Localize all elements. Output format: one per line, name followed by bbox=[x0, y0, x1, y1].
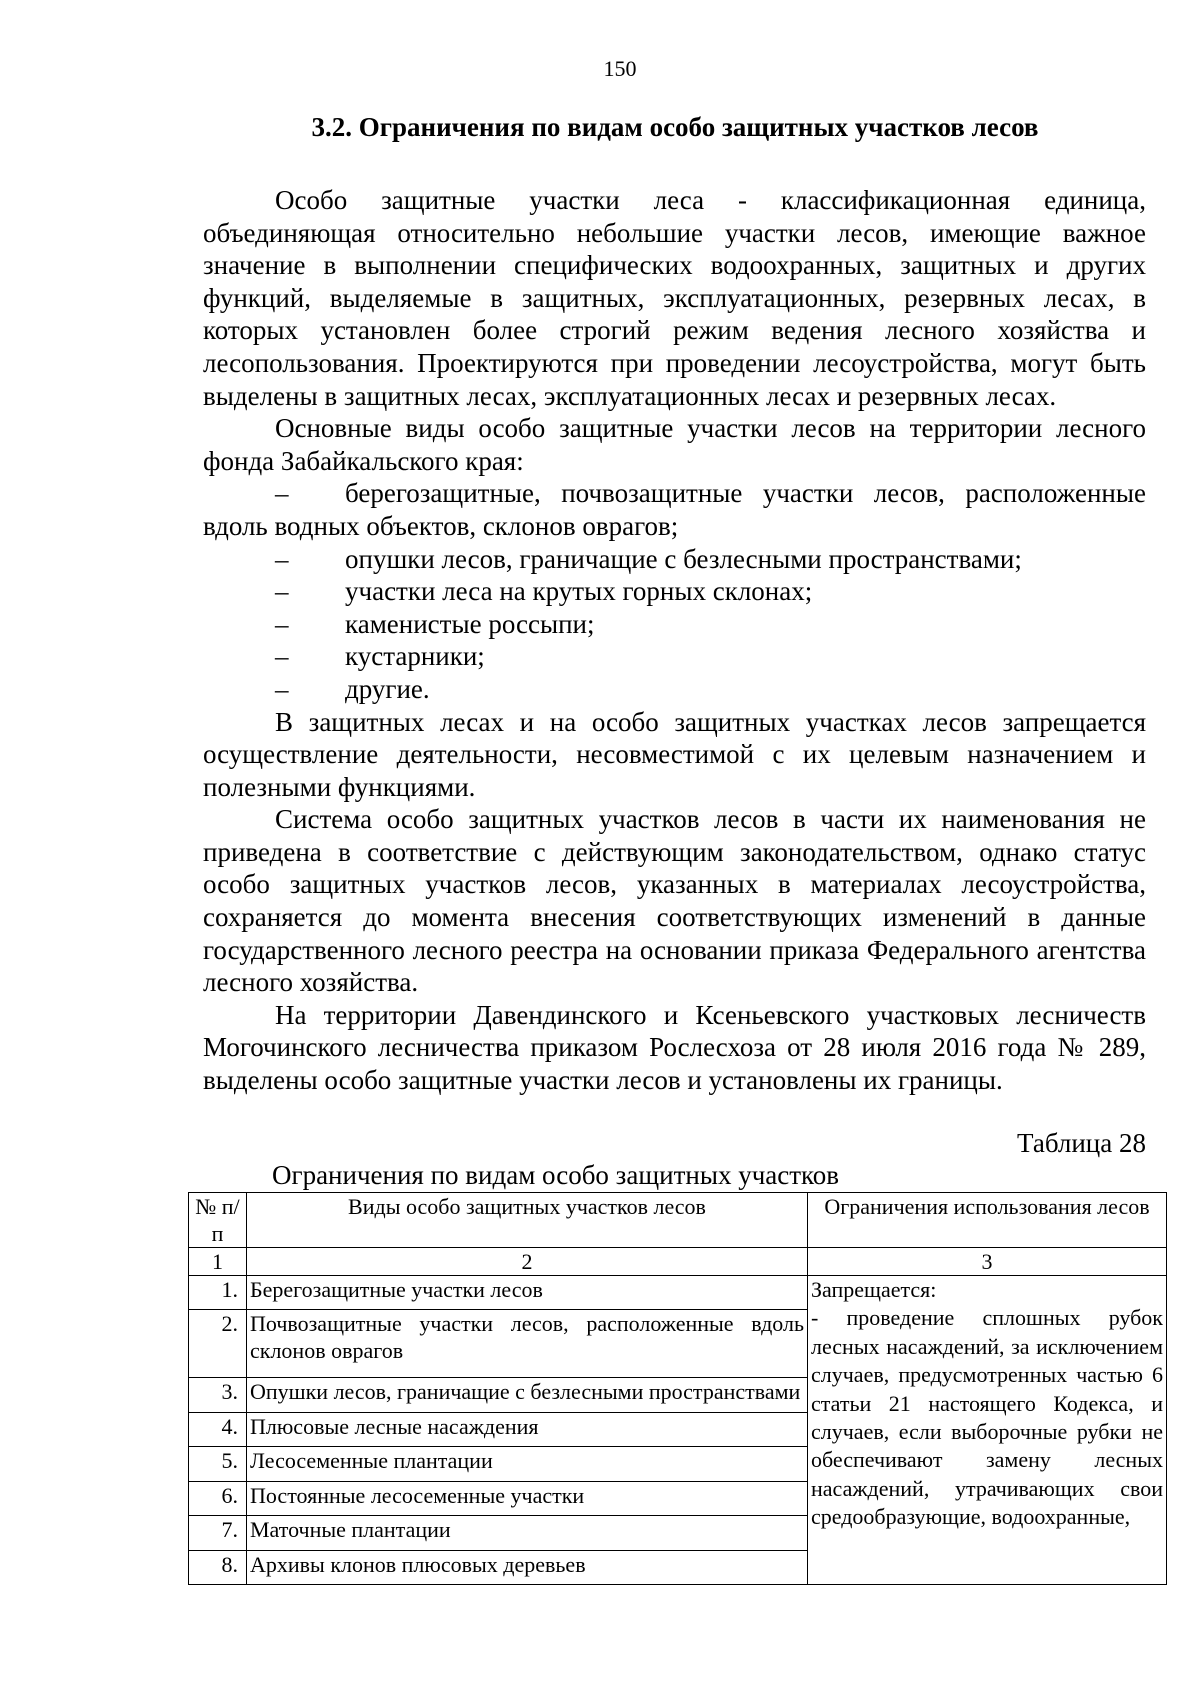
row-kind: Опушки лесов, граничащие с безлесными пространствами bbox=[247, 1378, 808, 1412]
paragraph: Основные виды особо защитные участки лесов на территории лесного фонда Забайкальского края: bbox=[203, 413, 1146, 476]
row-kind: Лесосеменные плантации bbox=[247, 1447, 808, 1481]
row-number: 1. bbox=[189, 1276, 247, 1310]
column-number-row bbox=[189, 1248, 1167, 1276]
row-kind: Постоянные лесосеменные участки bbox=[247, 1481, 808, 1515]
table-label: Таблица 28 bbox=[1017, 1128, 1146, 1158]
column-number: 1 bbox=[189, 1248, 247, 1276]
dash-bullet: – bbox=[275, 576, 289, 607]
table-header-row bbox=[189, 1193, 1167, 1248]
list-item-text: берегозащитные, почвозащитные участки лесов, расположенные вдоль водных объектов, склонов оврагов; bbox=[203, 478, 1146, 541]
row-kind: Архивы клонов плюсовых деревьев bbox=[247, 1550, 808, 1584]
dash-bullet: – bbox=[275, 478, 289, 509]
dash-bullet: – bbox=[275, 608, 289, 639]
list-item bbox=[203, 477, 1146, 542]
header-kinds: Виды особо защитных участков лесов bbox=[247, 1193, 808, 1248]
column-number: 3 bbox=[808, 1248, 1167, 1276]
list-item bbox=[203, 673, 1146, 706]
list-item bbox=[203, 608, 1146, 641]
table-caption: Ограничения по видам особо защитных участков bbox=[272, 1160, 840, 1190]
list-item bbox=[203, 543, 1146, 576]
row-kind: Почвозащитные участки лесов, расположенные вдоль склонов оврагов bbox=[247, 1310, 808, 1378]
list-item-text: опушки лесов, граничащие с безлесными пространствами; bbox=[345, 543, 1022, 574]
paragraph: На территории Давендинского и Ксеньевского участковых лесничеств Могочинского лесничества приказом Рослесхоза от 28 июля 2016 года № 289, выделены особо защитные участки лесов и установлены их границы. bbox=[203, 999, 1146, 1096]
list-item-text: участки леса на крутых горных склонах; bbox=[345, 576, 813, 607]
list-item bbox=[203, 640, 1146, 673]
list-item-text: кустарники; bbox=[345, 641, 485, 672]
header-restrictions: Ограничения использования лесов bbox=[808, 1193, 1167, 1248]
list-item-text: каменистые россыпи; bbox=[345, 608, 595, 639]
dash-bullet: – bbox=[275, 641, 289, 672]
column-number: 2 bbox=[247, 1248, 808, 1276]
forest-types-list bbox=[203, 477, 1146, 705]
list-item-text: другие. bbox=[345, 673, 430, 704]
row-kind: Берегозащитные участки лесов bbox=[247, 1276, 808, 1310]
paragraph: Система особо защитных участков лесов в части их наименования не приведена в соответствие с действующим законодательством, однако статус особо защитных участков лесов, указанных в материалах лесоустройства, сохраняется до момента внесения соответствующих изменений в данные государственного лесного реестра на основании приказа Федерального агентства лесного хозяйства. bbox=[203, 804, 1146, 998]
body-text bbox=[203, 184, 1146, 1097]
row-number: 4. bbox=[189, 1412, 247, 1446]
header-num: № п/п bbox=[189, 1193, 247, 1248]
paragraph: В защитных лесах и на особо защитных участках лесов запрещается осуществление деятельности, несовместимой с их целевым назначением и полезными функциями. bbox=[203, 706, 1146, 802]
dash-bullet: – bbox=[275, 543, 289, 574]
row-number: 3. bbox=[189, 1378, 247, 1412]
row-kind: Плюсовые лесные насаждения bbox=[247, 1412, 808, 1446]
row-number: 2. bbox=[189, 1310, 247, 1378]
row-number: 6. bbox=[189, 1481, 247, 1515]
dash-bullet: – bbox=[275, 673, 289, 704]
page-number: 150 bbox=[603, 56, 637, 81]
restriction-title: Запрещается: bbox=[811, 1277, 937, 1302]
restrictions-table bbox=[188, 1192, 1167, 1585]
row-number: 7. bbox=[189, 1516, 247, 1550]
restriction-text: - проведение сплошных рубок лесных насаждений, за исключением случаев, предусмотренных частью 6 статьи 21 настоящего Кодекса, и случаев, если выборочные рубки не обеспечивают замену лесных насаждений, утрачивающих свои средообразующие, водоохранные, bbox=[811, 1305, 1163, 1530]
row-number: 8. bbox=[189, 1550, 247, 1584]
table-row bbox=[189, 1276, 1167, 1310]
restriction-cell bbox=[808, 1276, 1167, 1585]
paragraph: Особо защитные участки леса - классификационная единица, объединяющая относительно небольшие участки лесов, имеющие важное значение в выполнении специфических водоохранных, защитных и других функций, выделяемые в защитных, эксплуатационных, резервных лесах, в которых установлен более строгий режим ведения лесного хозяйства и лесопользования. Проектируются при проведении лесоустройства, могут быть выделены в защитных лесах, эксплуатационных лесах и резервных лесах. bbox=[203, 185, 1146, 411]
row-kind: Маточные плантации bbox=[247, 1516, 808, 1550]
section-heading: 3.2. Ограничения по видам особо защитных участков лесов bbox=[311, 112, 1039, 142]
list-item bbox=[203, 575, 1146, 608]
row-number: 5. bbox=[189, 1447, 247, 1481]
